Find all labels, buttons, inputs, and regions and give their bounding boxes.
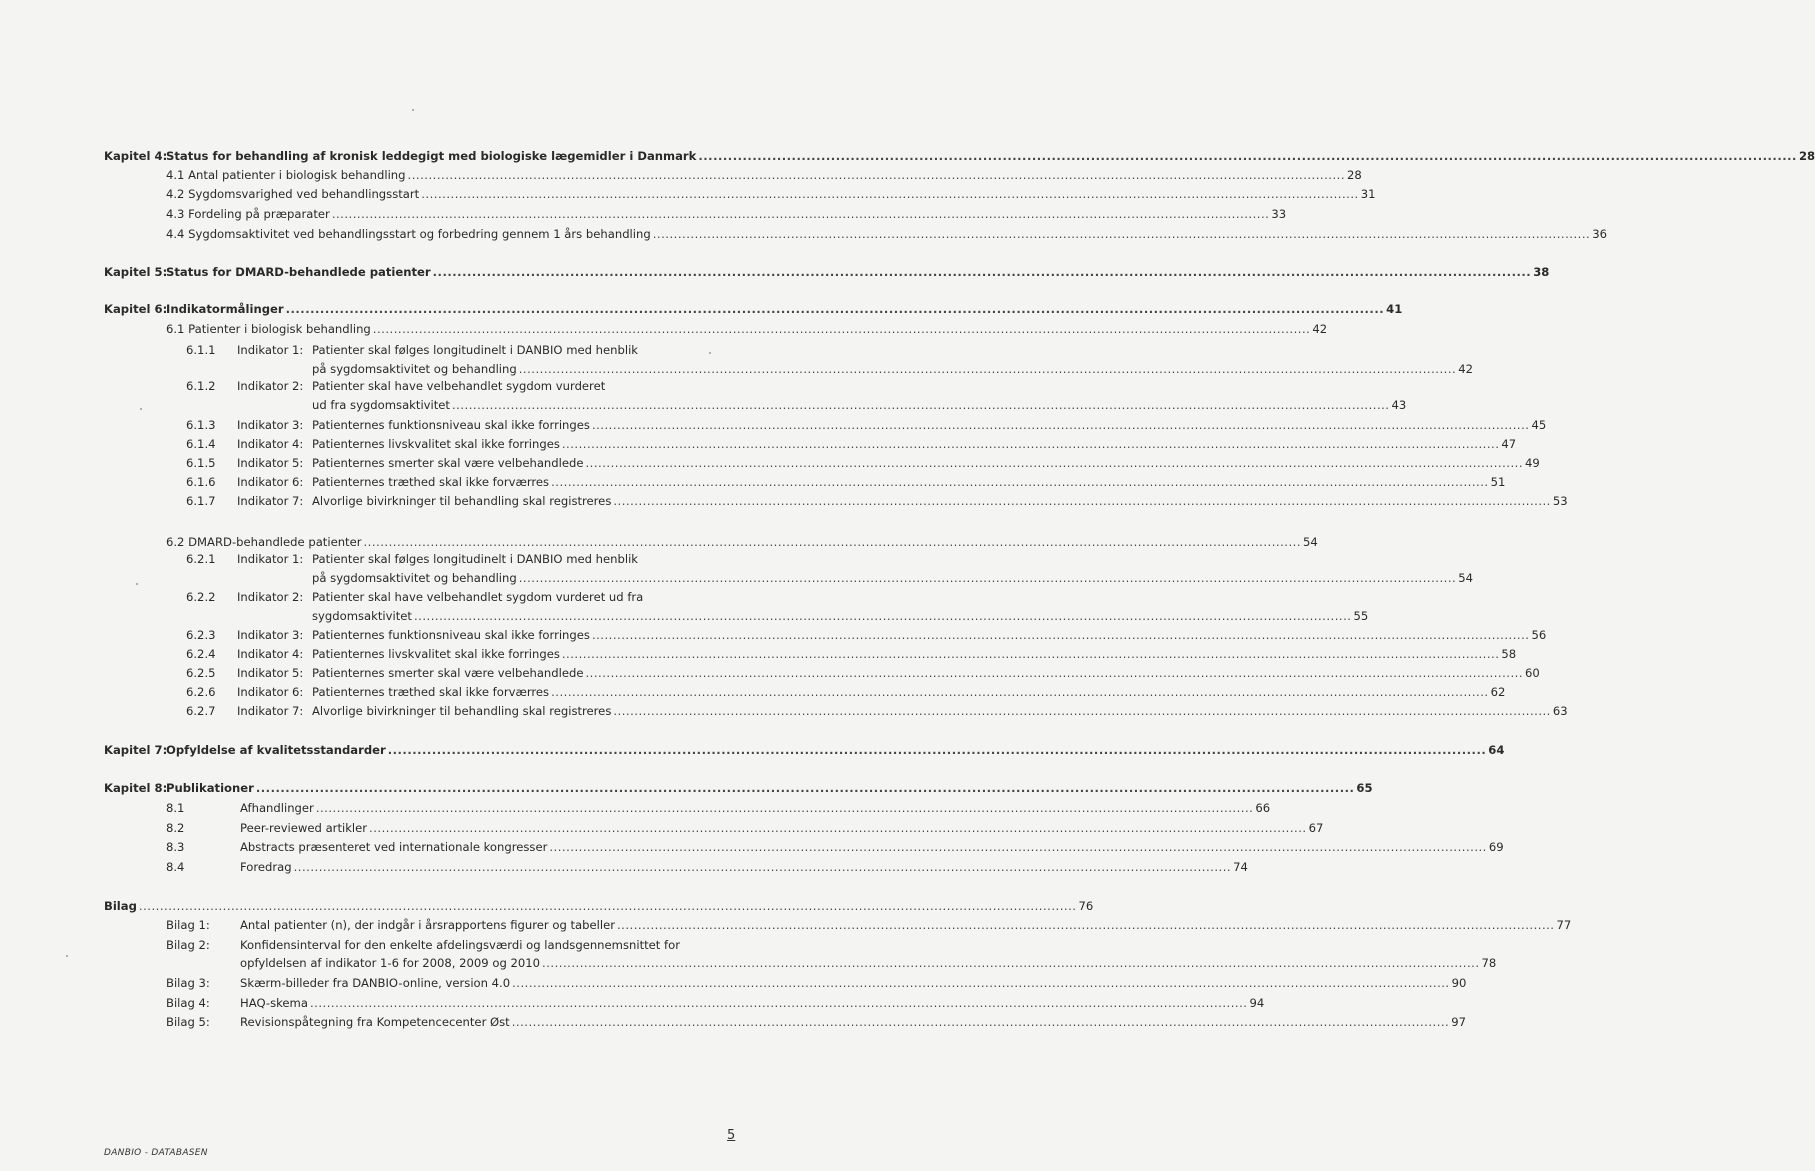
toc-page-number: 90	[1451, 976, 1467, 990]
toc-entry-title: sygdomsaktivitet	[312, 609, 412, 623]
indicator-number: 6.2.6	[186, 685, 216, 699]
toc-entry-bilag-5[interactable]	[240, 1014, 1467, 1030]
indicator-label: Indikator 3:	[237, 628, 304, 642]
toc-entry-chapter-4[interactable]	[166, 148, 1815, 164]
toc-entry-title: Skærm-billeder fra DANBIO-online, version 4.0	[240, 976, 511, 990]
toc-entry-6-1-6[interactable]	[312, 474, 1506, 490]
indicator-label: Indikator 2:	[237, 590, 304, 604]
toc-entry-title: Status for DMARD-behandlede patienter	[166, 265, 431, 279]
footer-text: DANBIO - DATABASEN	[104, 1148, 208, 1158]
dot-leader	[617, 917, 1555, 933]
toc-entry-6-2-1[interactable]	[312, 570, 1473, 586]
dot-leader	[452, 397, 1390, 413]
toc-page-number: 53	[1552, 494, 1568, 508]
indicator-text-line1: Patienter skal have velbehandlet sygdom vurderet ud fra	[312, 590, 644, 604]
toc-page-number: 62	[1490, 685, 1506, 699]
dot-leader	[592, 627, 1530, 643]
dot-leader	[512, 1014, 1450, 1030]
toc-entry-4-2[interactable]	[166, 186, 1376, 202]
toc-entry-8-2[interactable]	[240, 820, 1324, 836]
dot-leader	[549, 839, 1487, 855]
toc-page-number: 65	[1356, 781, 1373, 795]
indicator-label: Indikator 5:	[237, 666, 304, 680]
toc-page-number: 78	[1481, 956, 1497, 970]
indicator-label: Indikator 4:	[237, 647, 304, 661]
section-number: 8.3	[166, 840, 185, 854]
toc-page-number: 36	[1592, 227, 1607, 241]
indicator-number: 6.2.1	[186, 552, 216, 566]
indicator-label: Indikator 3:	[237, 418, 304, 432]
toc-entry-bilag-3[interactable]	[240, 975, 1467, 991]
toc-entry-title: Bilag	[104, 899, 137, 913]
toc-entry-6-1-4[interactable]	[312, 436, 1517, 452]
toc-entry-6-2-3[interactable]	[312, 627, 1547, 643]
dot-leader	[542, 955, 1480, 971]
dot-leader	[316, 800, 1254, 816]
toc-entry-bilag-2[interactable]	[240, 955, 1497, 971]
toc-entry-6-1[interactable]	[166, 321, 1328, 337]
toc-entry-title: 4.3 Fordeling på præparater	[166, 207, 330, 221]
section-number: 8.2	[166, 821, 185, 835]
toc-entry-bilag-4[interactable]	[240, 995, 1265, 1011]
dot-leader	[551, 684, 1489, 700]
toc-page-number: 97	[1451, 1015, 1467, 1029]
scan-speck	[66, 955, 68, 957]
toc-entry-6-1-1[interactable]	[312, 361, 1473, 377]
toc-page-number: 47	[1501, 437, 1517, 451]
dot-leader	[286, 301, 1385, 317]
indicator-number: 6.2.4	[186, 647, 216, 661]
toc-page-number: 67	[1308, 821, 1324, 835]
toc-entry-title: Patienternes smerter skal være velbehandlede	[312, 456, 584, 470]
toc-entry-bilag[interactable]	[104, 898, 1094, 914]
toc-page-number: 74	[1233, 860, 1248, 874]
dot-leader	[294, 859, 1232, 875]
toc-page-number: 41	[1386, 302, 1403, 316]
indicator-number: 6.2.2	[186, 590, 216, 604]
indicator-number: 6.1.1	[186, 343, 216, 357]
dot-leader	[256, 780, 1355, 796]
toc-page-number: 38	[1533, 265, 1550, 279]
toc-page-number: 94	[1249, 996, 1265, 1010]
dot-leader	[592, 417, 1530, 433]
toc-entry-title: Patienternes smerter skal være velbehandlede	[312, 666, 584, 680]
indicator-label: Indikator 5:	[237, 456, 304, 470]
indicator-label: Indikator 2:	[237, 379, 304, 393]
toc-entry-title: Alvorlige bivirkninger til behandling skal registreres	[312, 704, 612, 718]
toc-entry-title: på sygdomsaktivitet og behandling	[312, 362, 517, 376]
toc-page-number: 51	[1490, 475, 1506, 489]
toc-page-number: 54	[1303, 535, 1318, 549]
toc-page-number: 76	[1078, 899, 1094, 913]
toc-page-number: 63	[1552, 704, 1568, 718]
toc-page-number: 28	[1347, 168, 1362, 182]
toc-entry-6-2-2[interactable]	[312, 608, 1369, 624]
dot-leader	[388, 742, 1487, 758]
toc-entry-6-1-7[interactable]	[312, 493, 1568, 509]
section-number: 8.1	[166, 801, 185, 815]
indicator-number: 6.2.7	[186, 704, 216, 718]
scan-speck	[709, 352, 711, 354]
dot-leader	[332, 206, 1270, 222]
dot-leader	[364, 534, 1302, 550]
toc-entry-title: 6.1 Patienter i biologisk behandling	[166, 322, 371, 336]
chapter-6-label: Kapitel 6:	[104, 302, 168, 316]
toc-entry-title: Status for behandling af kronisk leddegigt med biologiske lægemidler i Danmark	[166, 149, 697, 163]
toc-page-number: 66	[1255, 801, 1271, 815]
toc-entry-8-3[interactable]	[240, 839, 1504, 855]
dot-leader	[369, 820, 1307, 836]
toc-entry-title: Revisionspåtegning fra Kompetencecenter Øst	[240, 1015, 510, 1029]
toc-page-number: 45	[1531, 418, 1547, 432]
toc-entry-title: Patienternes træthed skal ikke forværres	[312, 475, 550, 489]
toc-entry-title: Patienternes livskvalitet skal ikke forringes	[312, 437, 560, 451]
dot-leader	[613, 703, 1551, 719]
bilag-label: Bilag 3:	[166, 976, 210, 990]
toc-page-number: 69	[1488, 840, 1504, 854]
indicator-label: Indikator 4:	[237, 437, 304, 451]
dot-leader	[613, 493, 1551, 509]
bilag-label: Bilag 1:	[166, 918, 210, 932]
dot-leader	[698, 148, 1797, 164]
dot-leader	[562, 436, 1500, 452]
dot-leader	[519, 570, 1457, 586]
toc-entry-6-1-5[interactable]	[312, 455, 1540, 471]
scan-speck	[412, 109, 414, 111]
toc-page-number: 54	[1458, 571, 1473, 585]
toc-entry-title: 4.2 Sygdomsvarighed ved behandlingsstart	[166, 187, 420, 201]
dot-leader	[139, 898, 1077, 914]
toc-entry-title: på sygdomsaktivitet og behandling	[312, 571, 517, 585]
bilag-label: Bilag 2:	[166, 938, 210, 952]
indicator-text-line1: Patienter skal følges longitudinelt i DANBIO med henblik	[312, 552, 639, 566]
indicator-label: Indikator 6:	[237, 475, 304, 489]
indicator-number: 6.1.4	[186, 437, 216, 451]
dot-leader	[653, 226, 1591, 242]
indicator-number: 6.2.3	[186, 628, 216, 642]
toc-entry-title: Patienternes funktionsniveau skal ikke forringes	[312, 628, 590, 642]
toc-entry-6-2-6[interactable]	[312, 684, 1506, 700]
toc-page-number: 49	[1525, 456, 1540, 470]
toc-page-number: 28	[1798, 149, 1815, 163]
dot-leader	[433, 264, 1532, 280]
dot-leader	[408, 167, 1346, 183]
indicator-number: 6.1.6	[186, 475, 216, 489]
dot-leader	[512, 975, 1450, 991]
toc-entry-bilag-1[interactable]	[240, 917, 1572, 933]
bilag-text-line1: Konfidensinterval for den enkelte afdelingsværdi og landsgennemsnittet for	[240, 938, 680, 952]
indicator-label: Indikator 7:	[237, 704, 304, 718]
toc-entry-title: Afhandlinger	[240, 801, 314, 815]
scan-speck	[136, 583, 138, 585]
toc-page-number: 56	[1531, 628, 1547, 642]
toc-page-number: 42	[1312, 322, 1328, 336]
toc-entry-6-2-5[interactable]	[312, 665, 1540, 681]
indicator-number: 6.1.2	[186, 379, 216, 393]
toc-entry-title: opfyldelsen af indikator 1-6 for 2008, 2009 og 2010	[240, 956, 541, 970]
toc-entry-title: Peer-reviewed artikler	[240, 821, 368, 835]
toc-page-number: 33	[1271, 207, 1287, 221]
section-number: 8.4	[166, 860, 185, 874]
toc-entry-title: Foredrag	[240, 860, 292, 874]
toc-page-number: 64	[1488, 743, 1505, 757]
indicator-number: 6.1.3	[186, 418, 216, 432]
toc-entry-chapter-5[interactable]	[166, 264, 1550, 280]
indicator-number: 6.1.5	[186, 456, 216, 470]
chapter-5-label: Kapitel 5:	[104, 265, 168, 279]
toc-entry-title: Alvorlige bivirkninger til behandling skal registreres	[312, 494, 612, 508]
toc-entry-8-4[interactable]	[240, 859, 1248, 875]
dot-leader	[310, 995, 1248, 1011]
dot-leader	[586, 455, 1524, 471]
chapter-4-label: Kapitel 4:	[104, 149, 168, 163]
toc-entry-title: Opfyldelse af kvalitetsstandarder	[166, 743, 386, 757]
toc-entry-title: Antal patienter (n), der indgår i årsrapportens figurer og tabeller	[240, 918, 615, 932]
toc-entry-title: Abstracts præsenteret ved internationale kongresser	[240, 840, 548, 854]
bilag-label: Bilag 4:	[166, 996, 210, 1010]
toc-entry-chapter-7[interactable]	[166, 742, 1505, 758]
toc-entry-6-2-4[interactable]	[312, 646, 1517, 662]
toc-entry-title: HAQ-skema	[240, 996, 308, 1010]
toc-page-number: 55	[1353, 609, 1369, 623]
toc-page-number: 42	[1458, 362, 1473, 376]
toc-entry-8-1[interactable]	[240, 800, 1271, 816]
toc-entry-title: Indikatormålinger	[166, 302, 284, 316]
indicator-number: 6.2.5	[186, 666, 216, 680]
toc-entry-4-1[interactable]	[166, 167, 1362, 183]
indicator-label: Indikator 1:	[237, 343, 304, 357]
dot-leader	[373, 321, 1311, 337]
scan-speck	[140, 408, 142, 410]
indicator-label: Indikator 1:	[237, 552, 304, 566]
dot-leader	[421, 186, 1359, 202]
toc-entry-6-1-3[interactable]	[312, 417, 1547, 433]
toc-entry-4-3[interactable]	[166, 206, 1287, 222]
chapter-8-label: Kapitel 8:	[104, 781, 168, 795]
toc-entry-title: Patienternes livskvalitet skal ikke forringes	[312, 647, 560, 661]
toc-entry-title: 4.1 Antal patienter i biologisk behandling	[166, 168, 406, 182]
toc-page-number: 43	[1391, 398, 1407, 412]
toc-entry-6-1-2[interactable]	[312, 397, 1407, 413]
toc-entry-title: 6.2 DMARD-behandlede patienter	[166, 535, 362, 549]
indicator-number: 6.1.7	[186, 494, 216, 508]
page-number: 5	[727, 1128, 736, 1143]
dot-leader	[551, 474, 1489, 490]
indicator-label: Indikator 7:	[237, 494, 304, 508]
toc-entry-title: Publikationer	[166, 781, 254, 795]
toc-entry-6-2-7[interactable]	[312, 703, 1568, 719]
dot-leader	[562, 646, 1500, 662]
toc-entry-title: Patienternes træthed skal ikke forværres	[312, 685, 550, 699]
dot-leader	[519, 361, 1457, 377]
toc-entry-title: ud fra sygdomsaktivitet	[312, 398, 450, 412]
toc-entry-chapter-8[interactable]	[166, 780, 1373, 796]
indicator-label: Indikator 6:	[237, 685, 304, 699]
toc-entry-6-2[interactable]	[166, 534, 1318, 550]
toc-page-number: 58	[1501, 647, 1517, 661]
toc-entry-title: Patienternes funktionsniveau skal ikke forringes	[312, 418, 590, 432]
toc-page-number: 31	[1360, 187, 1376, 201]
toc-page-number: 77	[1556, 918, 1572, 932]
chapter-7-label: Kapitel 7:	[104, 743, 168, 757]
bilag-label: Bilag 5:	[166, 1015, 210, 1029]
toc-entry-4-4[interactable]	[166, 226, 1607, 242]
dot-leader	[414, 608, 1352, 624]
dot-leader	[586, 665, 1524, 681]
indicator-text-line1: Patienter skal følges longitudinelt i DANBIO med henblik	[312, 343, 639, 357]
toc-entry-title: 4.4 Sygdomsaktivitet ved behandlingsstart og forbedring gennem 1 års behandling	[166, 227, 651, 241]
indicator-text-line1: Patienter skal have velbehandlet sygdom vurderet	[312, 379, 606, 393]
toc-entry-chapter-6[interactable]	[166, 301, 1403, 317]
toc-page-number: 60	[1525, 666, 1540, 680]
